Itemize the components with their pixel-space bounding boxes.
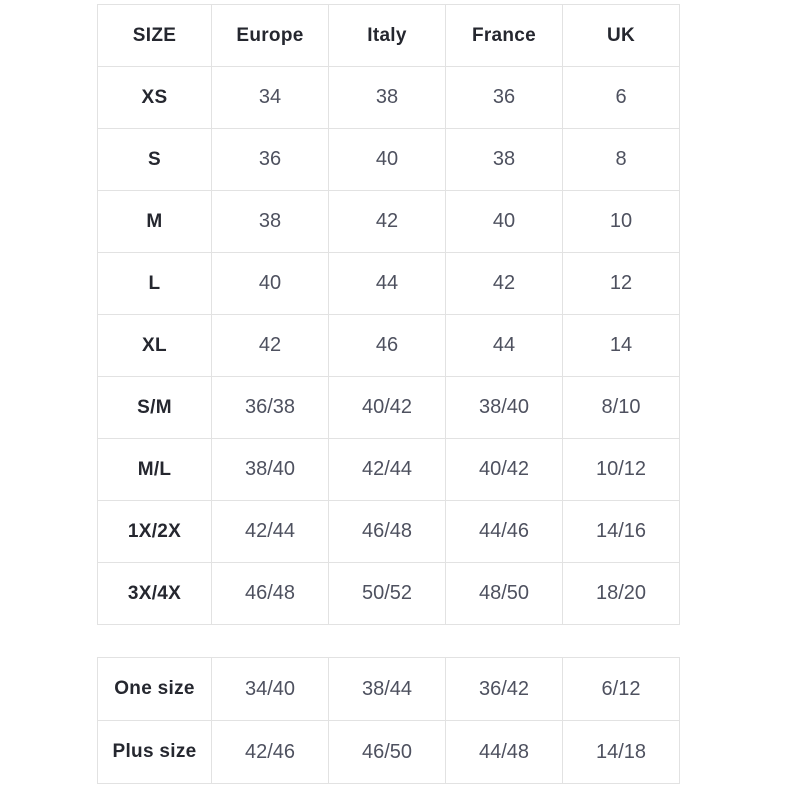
value-cell: 48/50	[446, 563, 563, 625]
value-cell: 36/38	[212, 377, 329, 439]
size-cell: M/L	[98, 439, 212, 501]
value-cell: 44/48	[446, 721, 563, 784]
size-conversion-table	[97, 4, 680, 625]
table-row-m-l	[98, 439, 680, 501]
value-cell: 42	[329, 191, 446, 253]
size-cell: XS	[98, 67, 212, 129]
table-row-one-size	[98, 658, 680, 721]
table-row-plus-size	[98, 721, 680, 784]
value-cell: 8/10	[563, 377, 680, 439]
value-cell: 14/16	[563, 501, 680, 563]
value-cell: 40	[212, 253, 329, 315]
value-cell: 38	[446, 129, 563, 191]
header-cell-france: France	[446, 5, 563, 67]
value-cell: 42/44	[212, 501, 329, 563]
header-cell-size: SIZE	[98, 5, 212, 67]
value-cell: 14	[563, 315, 680, 377]
size-cell: L	[98, 253, 212, 315]
size-cell: Plus size	[98, 721, 212, 784]
value-cell: 44/46	[446, 501, 563, 563]
value-cell: 38	[212, 191, 329, 253]
size-cell: 1X/2X	[98, 501, 212, 563]
table-row-xs	[98, 67, 680, 129]
value-cell: 6	[563, 67, 680, 129]
value-cell: 44	[446, 315, 563, 377]
value-cell: 42/46	[212, 721, 329, 784]
value-cell: 8	[563, 129, 680, 191]
header-cell-italy: Italy	[329, 5, 446, 67]
value-cell: 40	[329, 129, 446, 191]
value-cell: 10	[563, 191, 680, 253]
size-cell: S	[98, 129, 212, 191]
value-cell: 42	[212, 315, 329, 377]
table-row-s	[98, 129, 680, 191]
value-cell: 38/40	[446, 377, 563, 439]
header-row	[98, 5, 680, 67]
size-cell: M	[98, 191, 212, 253]
size-cell: S/M	[98, 377, 212, 439]
value-cell: 14/18	[563, 721, 680, 784]
header-cell-europe: Europe	[212, 5, 329, 67]
value-cell: 38	[329, 67, 446, 129]
value-cell: 10/12	[563, 439, 680, 501]
value-cell: 46/48	[212, 563, 329, 625]
value-cell: 36/42	[446, 658, 563, 721]
value-cell: 12	[563, 253, 680, 315]
table-row-3x-4x	[98, 563, 680, 625]
size-cell: One size	[98, 658, 212, 721]
value-cell: 6/12	[563, 658, 680, 721]
value-cell: 42/44	[329, 439, 446, 501]
value-cell: 44	[329, 253, 446, 315]
value-cell: 46/50	[329, 721, 446, 784]
value-cell: 40/42	[446, 439, 563, 501]
value-cell: 34	[212, 67, 329, 129]
size-cell: XL	[98, 315, 212, 377]
value-cell: 50/52	[329, 563, 446, 625]
value-cell: 34/40	[212, 658, 329, 721]
table-row-xl	[98, 315, 680, 377]
special-sizes-table	[97, 657, 680, 784]
value-cell: 40	[446, 191, 563, 253]
value-cell: 38/40	[212, 439, 329, 501]
table-row-s-m	[98, 377, 680, 439]
value-cell: 36	[446, 67, 563, 129]
size-cell: 3X/4X	[98, 563, 212, 625]
value-cell: 40/42	[329, 377, 446, 439]
table-row-l	[98, 253, 680, 315]
size-chart-section	[97, 4, 680, 784]
value-cell: 36	[212, 129, 329, 191]
value-cell: 18/20	[563, 563, 680, 625]
value-cell: 38/44	[329, 658, 446, 721]
value-cell: 42	[446, 253, 563, 315]
table-row-1x-2x	[98, 501, 680, 563]
header-cell-uk: UK	[563, 5, 680, 67]
value-cell: 46/48	[329, 501, 446, 563]
value-cell: 46	[329, 315, 446, 377]
table-row-m	[98, 191, 680, 253]
